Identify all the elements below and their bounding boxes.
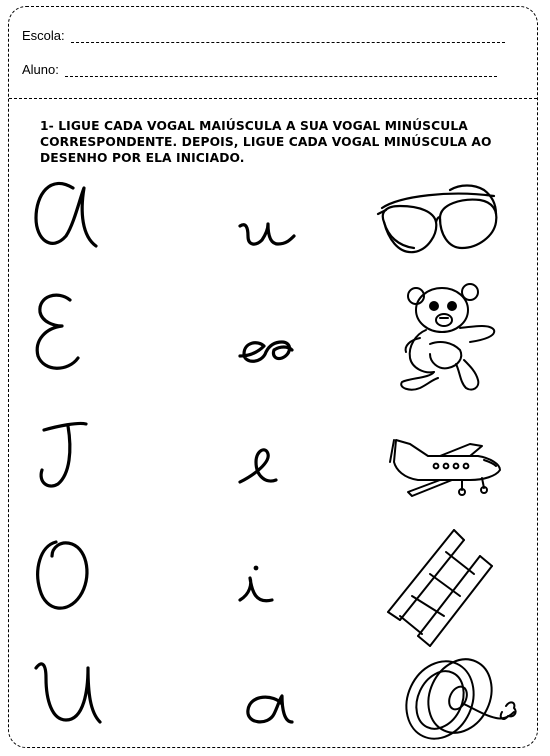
uppercase-letters (36, 183, 100, 722)
uppercase-a (36, 183, 96, 246)
lowercase-letters (240, 224, 294, 722)
teddy-bear-picture (401, 284, 494, 390)
school-label: Escola: (22, 28, 65, 43)
uppercase-e (37, 295, 78, 368)
uppercase-u (36, 664, 100, 722)
lowercase-i-dot (254, 566, 259, 571)
student-label: Aluno: (22, 62, 59, 77)
lowercase-a (248, 696, 292, 722)
lowercase-u (240, 224, 294, 244)
uppercase-i (41, 423, 86, 486)
sunglasses-picture (378, 186, 496, 253)
lowercase-e (240, 450, 276, 482)
lowercase-o (240, 342, 292, 361)
lowercase-i (240, 578, 272, 601)
uppercase-o (38, 542, 87, 608)
yo-yo-picture (394, 649, 516, 750)
airplane-picture (390, 440, 500, 496)
ladder-picture (388, 530, 492, 646)
exercise-instruction: 1- LIGUE CADA VOGAL MAIÚSCULA A SUA VOGAL MINÚSCULA CORRESPONDENTE. DEPOIS, LIGUE CADA VOGAL MINÚSCULA AO DESENHO POR ELA INICIADO. (40, 119, 492, 165)
